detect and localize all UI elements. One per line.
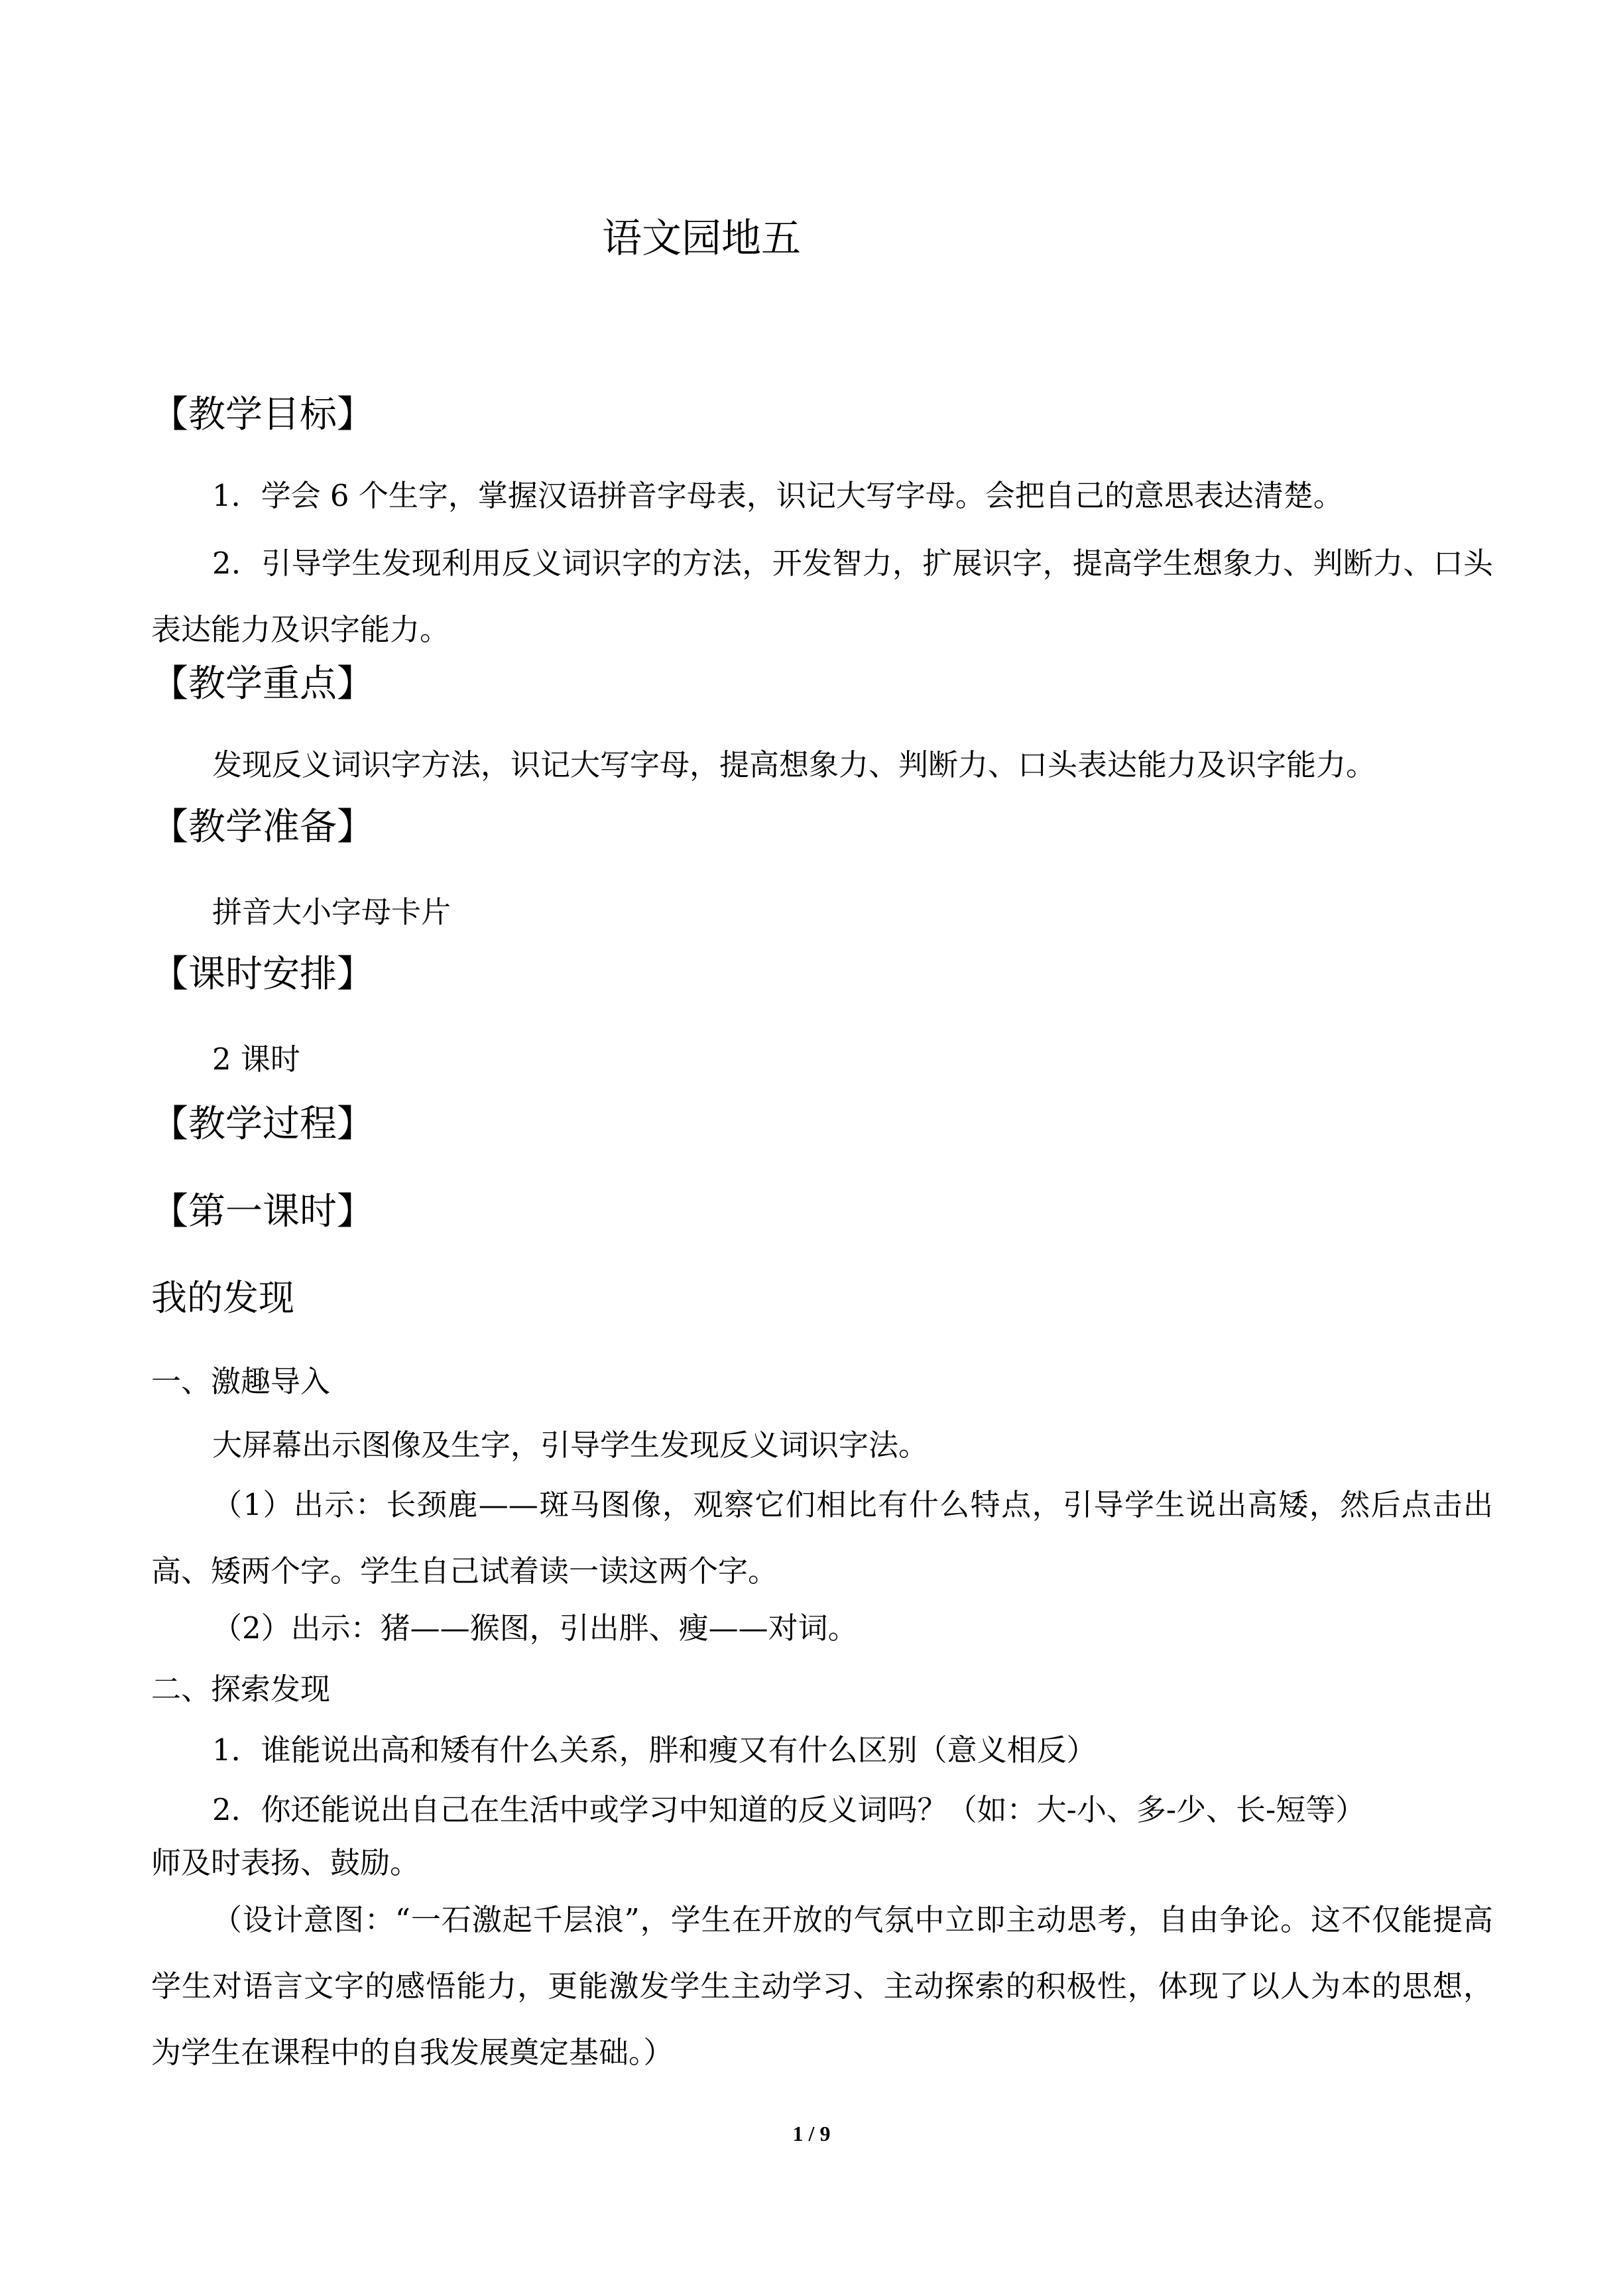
objectives-heading: 【教学目标】 <box>151 393 374 436</box>
step-one-item-1-block <box>151 1472 1493 1604</box>
key-points-heading: 【教学重点】 <box>151 662 374 705</box>
preparation-heading: 【教学准备】 <box>151 806 374 849</box>
step-one-heading: 一、激趣导入 <box>151 1364 331 1399</box>
document-title: 语文园地五 <box>602 215 801 262</box>
step-one-intro: 大屏幕出示图像及生字，引导学生发现反义词识字法。 <box>212 1427 929 1463</box>
objectives-list <box>151 469 1493 522</box>
key-points-text: 发现反义词识字方法，识记大写字母，提高想象力、判断力、口头表达能力及识字能力。 <box>212 747 1376 782</box>
step-two-item-2: 2．你还能说出自己在生活中或学习中知道的反义词吗？（如：大-小、多-少、长-短等） <box>212 1792 1366 1827</box>
step-two-item-2-continued: 师及时表扬、鼓励。 <box>151 1845 420 1880</box>
discovery-title: 我的发现 <box>151 1277 294 1319</box>
schedule-heading: 【课时安排】 <box>151 953 374 996</box>
page-number: 1 / 9 <box>792 2122 831 2145</box>
process-heading: 【教学过程】 <box>151 1103 374 1146</box>
step-two-heading: 二、探索发现 <box>151 1671 331 1707</box>
design-intent: （设计意图：“一石激起千层浪”，学生在开放的气氛中立即主动思考，自由争论。这不仅能提高学生对语言文字的感悟能力，更能激发学生主动学习、主动探索的积极性，体现了以人为本的思想，为学生在课程中的自我发展奠定基础。） <box>151 1902 1493 2070</box>
objective-item-2-block <box>151 530 1493 663</box>
design-intent-block <box>151 1887 1493 2086</box>
step-one-item: （1）出示：长颈鹿——斑马图像，观察它们相比有什么特点，引导学生说出高矮，然后点击出高、矮两个字。学生自己试着读一读这两个字。 <box>151 1487 1493 1589</box>
lesson-one-heading: 【第一课时】 <box>151 1190 374 1233</box>
objective-item: 1．学会 6 个生字，掌握汉语拼音字母表，识记大写字母。会把自己的意思表达清楚。 <box>212 478 1343 513</box>
step-two-item-1: 1．谁能说出高和矮有什么关系，胖和瘦又有什么区别（意义相反） <box>212 1732 1097 1768</box>
objective-item: 2．引导学生发现利用反义词识字的方法，开发智力，扩展识字，提高学生想象力、判断力、口头表达能力及识字能力。 <box>151 546 1493 647</box>
step-one-item-2: （2）出示：猪——猴图，引出胖、瘦——对词。 <box>212 1610 858 1646</box>
schedule-text: 2 课时 <box>212 1042 300 1077</box>
preparation-text: 拼音大小字母卡片 <box>212 894 451 930</box>
